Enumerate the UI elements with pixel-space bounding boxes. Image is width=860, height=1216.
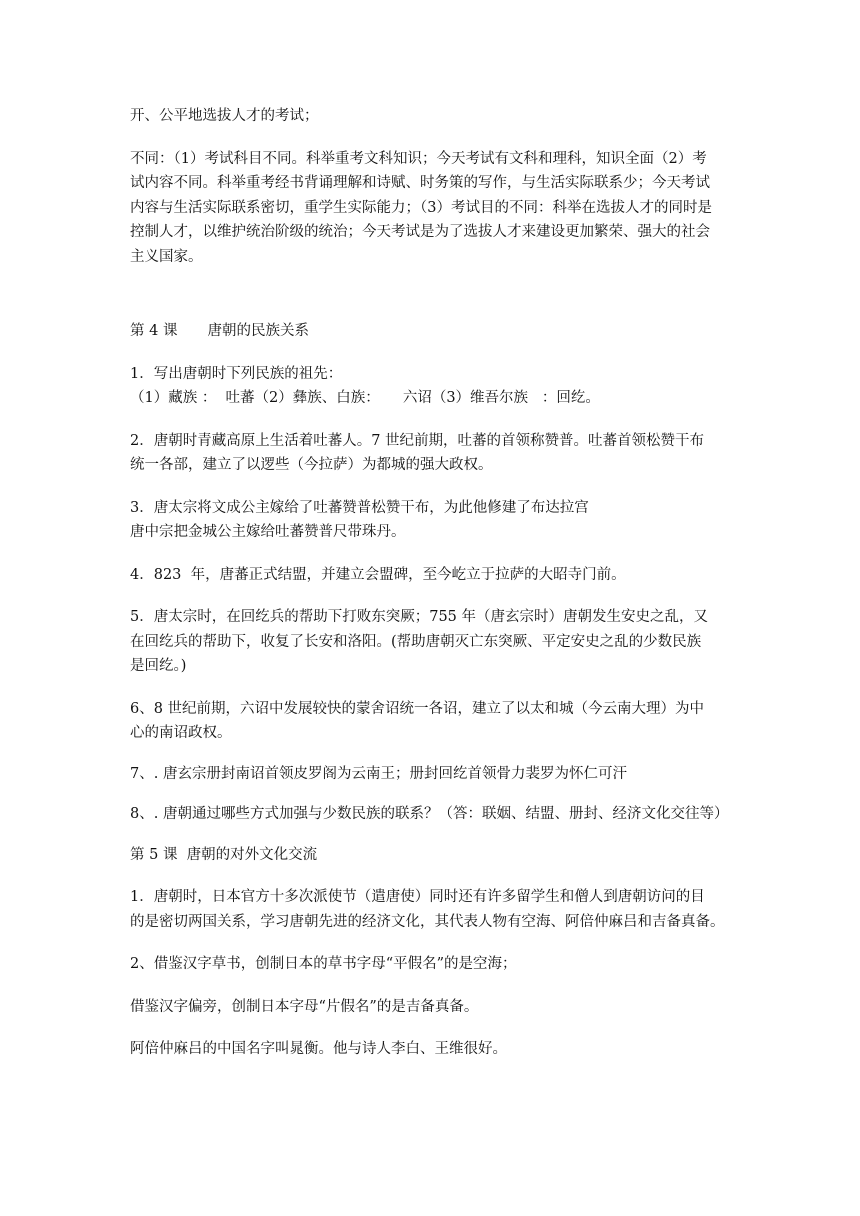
text-line: 统一各部，建立了以逻些（今拉萨）为都城的强大政权。	[130, 457, 493, 473]
lesson4-heading	[130, 319, 732, 344]
lesson5-heading	[130, 843, 732, 868]
lesson4-item-1	[130, 362, 732, 411]
text-line: 7、. 唐玄宗册封南诏首领皮罗阁为云南王；册封回纥首领骨力裴罗为怀仁可汗	[130, 765, 627, 782]
text-line: 唐中宗把金城公主嫁给吐蕃赞普尺带珠丹。	[130, 524, 406, 540]
text-line: 2．唐朝时青藏高原上生活着吐蕃人。7 世纪前期，吐蕃的首领称赞普。吐蕃首领松赞干布	[130, 432, 705, 449]
text-line: 1．写出唐朝时下列民族的祖先：	[130, 365, 343, 382]
text-line: （1）藏族 ： 吐蕃（2）彝族、白族： 六诏（3）维吾尔族 ：回纥。	[130, 390, 600, 406]
text-line: 2、借鉴汉字草书，创制日本的草书字母“平假名”的是空海；	[130, 956, 517, 972]
text-line: 开、公平地选拔人才的考试；	[130, 108, 319, 124]
text-line: 5．唐太宗时，在回纥兵的帮助下打败东突厥；755 年（唐玄宗时）唐朝发生安史之乱，又	[130, 609, 709, 625]
text-line: 是回纥。)	[130, 658, 187, 674]
lesson4-item-6	[130, 697, 732, 746]
text-line: 4．823 年，唐蕃正式结盟，并建立会盟碑，至今屹立于拉萨的大昭寺门前。	[130, 566, 626, 583]
text-line: 试内容不同。科举重考经书背诵理解和诗赋、时务策的写作，与生活实际联系少；今天考试	[130, 175, 710, 191]
lesson5-item-4	[130, 1037, 732, 1062]
text-line: 主义国家。	[130, 248, 203, 265]
lesson4-title: 唐朝的民族关系	[207, 323, 309, 339]
text-line: 借鉴汉字偏旁，创制日本字母“片假名”的是吉备真备。	[130, 998, 479, 1015]
intro-paragraph	[130, 104, 732, 129]
text-line: 心的南诏政权。	[130, 725, 232, 741]
lesson4-number: 第 4 课	[130, 323, 178, 339]
lesson5-title: 第 5 课 唐朝的对外文化交流	[130, 846, 318, 863]
lesson4-item-8	[130, 802, 732, 827]
lesson5-item-2	[130, 952, 732, 977]
text-line: 阿倍仲麻吕的中国名字叫晁衡。他与诗人李白、王维很好。	[130, 1041, 507, 1057]
lesson5-item-1	[130, 885, 732, 934]
text-line: 1．唐朝时，日本官方十多次派使节（遣唐使）同时还有许多留学生和僧人到唐朝访问的目	[130, 889, 705, 905]
text-line: 8、. 唐朝通过哪些方式加强与少数民族的联系？（答：联姻、结盟、册封、经济文化交往等）	[130, 806, 729, 822]
text-line: 3．唐太宗将文成公主嫁给了吐蕃赞普松赞干布，为此他修建了布达拉宫	[130, 499, 589, 516]
lesson5-item-3	[130, 995, 732, 1020]
text-line: 不同：（1）考试科目不同。科举重考文科知识；今天考试有文科和理科，知识全面（2）考	[130, 150, 707, 167]
text-line: 内容与生活实际联系密切，重学生实际能力；（3）考试目的不同：科举在选拔人才的同时是	[130, 199, 712, 216]
lesson4-item-4	[130, 563, 732, 588]
text-line: 在回纥兵的帮助下，收复了长安和洛阳。(帮助唐朝灭亡东突厥、平定安史之乱的少数民族	[130, 633, 702, 650]
lesson4-item-2	[130, 429, 732, 478]
lesson4-item-5	[130, 605, 732, 679]
difference-paragraph	[130, 147, 732, 270]
text-line: 的是密切两国关系，学习唐朝先进的经济文化，其代表人物有空海、阿倍仲麻吕和吉备真备。	[130, 913, 725, 930]
lesson4-item-3	[130, 496, 732, 545]
text-line: 控制人才，以维护统治阶级的统治；今天考试是为了选拔人才来建设更加繁荣、强大的社会	[130, 224, 710, 240]
text-line: 6、8 世纪前期，六诏中发展较快的蒙舍诏统一各诏，建立了以太和城（今云南大理）为中	[130, 700, 705, 717]
lesson4-item-7	[130, 762, 732, 787]
